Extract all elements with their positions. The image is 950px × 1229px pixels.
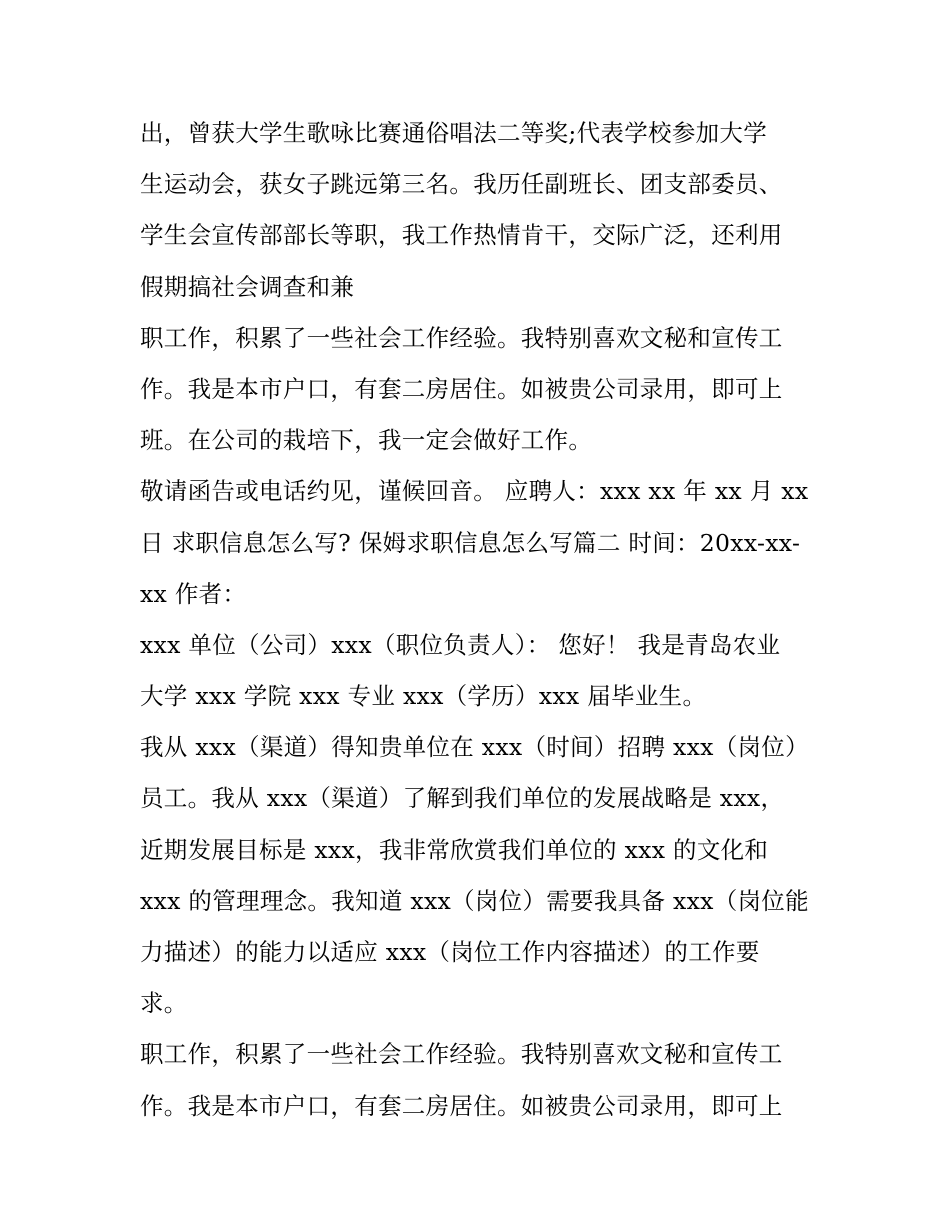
text-line: 求。: [140, 989, 188, 1018]
text-line: 职工作，积累了一些社会工作经验。我特别喜欢文秘和宣传工: [140, 1040, 783, 1069]
text-line: 学生会宣传部部长等职，我工作热情肯干，交际广泛，还利用: [140, 221, 783, 250]
text-line: 我从 xxx（渠道）得知贵单位在 xxx（时间）招聘 xxx（岗位）: [140, 733, 809, 762]
text-line: 日 求职信息怎么写? 保姆求职信息怎么写篇二 时间：20xx-xx-: [140, 528, 801, 557]
text-line: 出，曾获大学生歌咏比赛通俗唱法二等奖;代表学校参加大学: [140, 119, 768, 147]
text-line: 作。我是本市户口，有套二房居住。如被贵公司录用，即可上: [140, 374, 783, 403]
text-line: xx 作者：: [140, 579, 247, 608]
text-line: 力描述）的能力以适应 xxx（岗位工作内容描述）的工作要: [140, 938, 760, 966]
text-line: xxx 的管理理念。我知道 xxx（岗位）需要我具备 xxx（岗位能: [140, 886, 809, 915]
text-line: 职工作，积累了一些社会工作经验。我特别喜欢文秘和宣传工: [140, 323, 783, 352]
text-line: 员工。我从 xxx（渠道）了解到我们单位的发展战略是 xxx，: [140, 784, 785, 813]
text-line: 假期搞社会调查和兼: [140, 272, 355, 301]
text-line: 作。我是本市户口，有套二房居住。如被贵公司录用，即可上: [140, 1091, 783, 1120]
text-line: 近期发展目标是 xxx，我非常欣赏我们单位的 xxx 的文化和: [140, 835, 769, 864]
text-line: 敬请函告或电话约见，谨候回音。 应聘人：xxx xx 年 xx 月 xx: [140, 477, 809, 506]
text-line: 大学 xxx 学院 xxx 专业 xxx（学历）xxx 届毕业生。: [140, 682, 707, 711]
text-line: 班。在公司的栽培下，我一定会做好工作。: [140, 426, 593, 455]
text-line: xxx 单位（公司）xxx（职位负责人）： 您好！ 我是青岛农业: [140, 630, 781, 659]
body-text: [140, 108, 830, 1132]
text-line: 生运动会，获女子跳远第三名。我历任副班长、团支部委员、: [140, 170, 783, 199]
